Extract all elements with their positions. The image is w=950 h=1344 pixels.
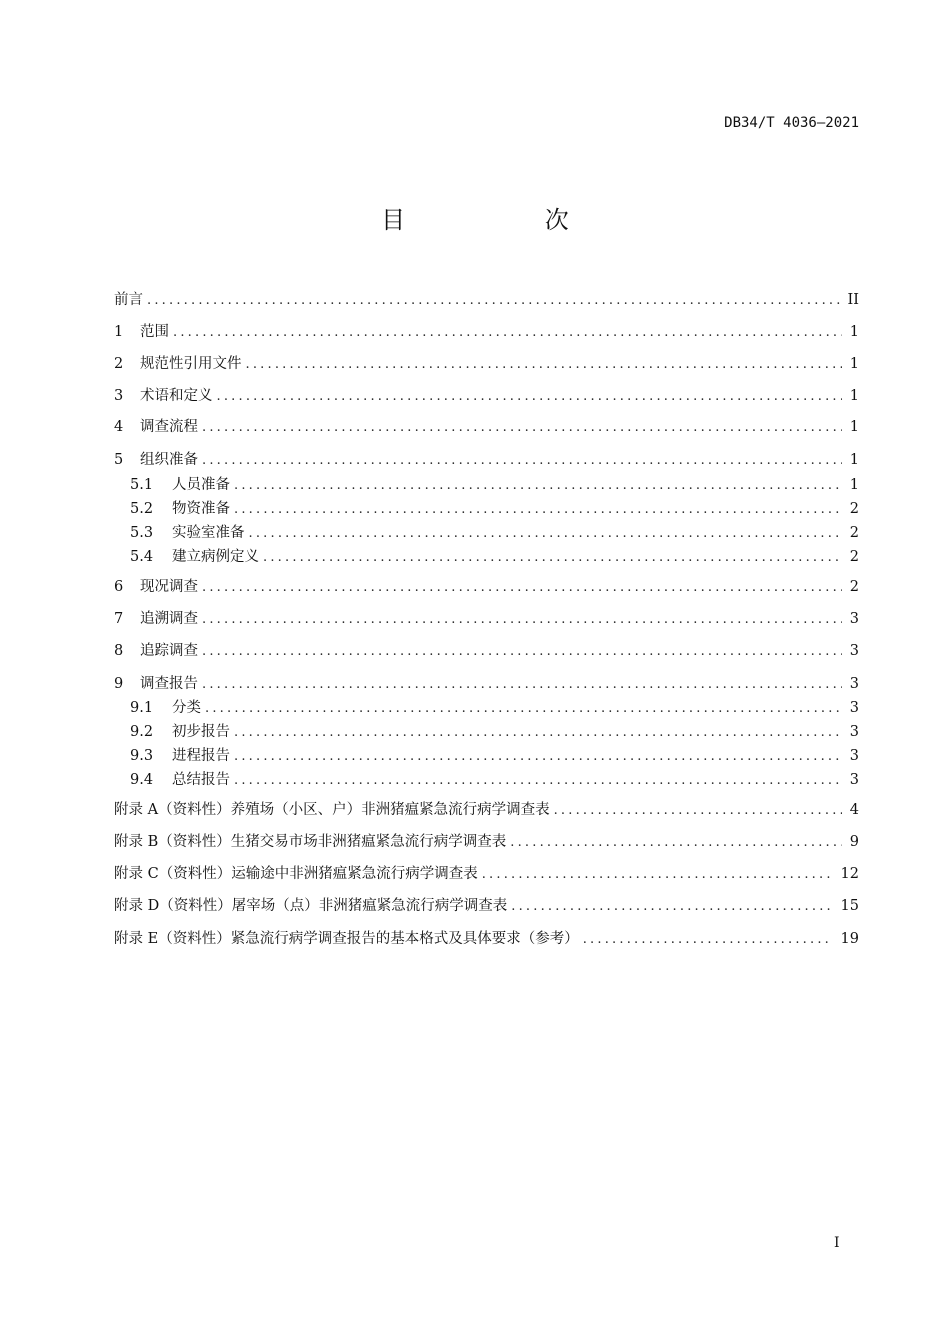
- toc-entry-foreword[interactable]: [114, 290, 859, 310]
- toc-label: 实验室准备: [172, 525, 245, 541]
- leader-dots: [202, 642, 842, 662]
- toc-number: 1: [114, 324, 124, 340]
- leader-dots: [482, 865, 833, 885]
- toc-label: 初步报告: [172, 724, 230, 740]
- toc-entry-appendix-e[interactable]: [114, 929, 859, 949]
- toc-page: 3: [849, 676, 859, 692]
- toc-entry-5-1[interactable]: [130, 475, 859, 495]
- toc-page: 1: [849, 356, 859, 372]
- leader-dots: [234, 771, 842, 791]
- toc-label: 调查流程: [140, 419, 198, 435]
- leader-dots: [234, 500, 842, 520]
- toc-entry-5-2[interactable]: [130, 499, 859, 519]
- appendix-tag: 附录 D（资料性）: [114, 898, 232, 914]
- leader-dots: [202, 418, 842, 438]
- toc-number: 5.1: [130, 477, 154, 493]
- page-folio: I: [834, 1235, 840, 1251]
- toc-entry-9-1[interactable]: [130, 698, 859, 718]
- toc-page: 2: [849, 549, 859, 565]
- toc-number: 9.2: [130, 724, 154, 740]
- toc-page: 3: [849, 643, 859, 659]
- toc-number: 5.2: [130, 501, 154, 517]
- leader-dots: [246, 355, 842, 375]
- toc-entry-9-3[interactable]: [130, 746, 859, 766]
- toc-number: 5.3: [130, 525, 154, 541]
- toc-page: 9: [849, 834, 859, 850]
- document-code: DB34/T 4036—2021: [724, 115, 859, 131]
- toc-entry-3[interactable]: [114, 386, 859, 406]
- toc-entry-1[interactable]: [114, 322, 859, 342]
- toc-page: 1: [849, 452, 859, 468]
- toc-number: 6: [114, 579, 124, 595]
- toc-label: 追溯调查: [140, 611, 198, 627]
- toc-number: 3: [114, 388, 124, 404]
- toc-page: 12: [840, 866, 859, 882]
- toc-page: 2: [849, 525, 859, 541]
- toc-page: 4: [849, 802, 859, 818]
- toc-page: 1: [849, 477, 859, 493]
- toc-label: 进程报告: [172, 748, 230, 764]
- leader-dots: [202, 610, 842, 630]
- toc-page: 1: [849, 388, 859, 404]
- toc-entry-5-3[interactable]: [130, 523, 859, 543]
- toc-label: 术语和定义: [140, 388, 213, 404]
- toc-label: 屠宰场（点）非洲猪瘟紧急流行病学调查表: [231, 898, 508, 914]
- toc-page: 2: [849, 579, 859, 595]
- toc-label: 人员准备: [172, 477, 230, 493]
- toc-label: 运输途中非洲猪瘟紧急流行病学调查表: [231, 866, 478, 882]
- leader-dots: [234, 723, 842, 743]
- leader-dots: [511, 897, 832, 917]
- toc-entry-7[interactable]: [114, 609, 859, 629]
- leader-dots: [234, 476, 842, 496]
- toc-label: 追踪调查: [140, 643, 198, 659]
- toc-entry-6[interactable]: [114, 577, 859, 597]
- appendix-tag: 附录 E（资料性）: [114, 931, 231, 947]
- toc-label: 紧急流行病学调查报告的基本格式及具体要求（参考）: [230, 931, 579, 947]
- toc-label: 范围: [140, 324, 169, 340]
- toc-label: 规范性引用文件: [140, 356, 242, 372]
- toc-number: 9.4: [130, 772, 154, 788]
- toc-number: 5.4: [130, 549, 154, 565]
- toc-number: 9.1: [130, 700, 154, 716]
- leader-dots: [202, 675, 842, 695]
- toc-number: 5: [114, 452, 124, 468]
- toc-entry-4[interactable]: [114, 417, 859, 437]
- toc-label: 养殖场（小区、户）非洲猪瘟紧急流行病学调查表: [230, 802, 550, 818]
- toc-number: 8: [114, 643, 124, 659]
- toc-label: 总结报告: [172, 772, 230, 788]
- toc-entry-9-2[interactable]: [130, 722, 859, 742]
- toc-page: 2: [849, 501, 859, 517]
- leader-dots: [205, 699, 842, 719]
- toc-page: 3: [849, 772, 859, 788]
- leader-dots: [202, 578, 842, 598]
- leader-dots: [217, 387, 842, 407]
- toc-number: 7: [114, 611, 124, 627]
- toc-label: 组织准备: [140, 452, 198, 468]
- toc-entry-8[interactable]: [114, 641, 859, 661]
- leader-dots: [249, 524, 842, 544]
- toc-entry-appendix-b[interactable]: [114, 832, 859, 852]
- leader-dots: [147, 291, 840, 311]
- leader-dots: [202, 451, 842, 471]
- toc-number: 2: [114, 356, 124, 372]
- toc-entry-appendix-d[interactable]: [114, 896, 859, 916]
- toc-label: 分类: [172, 700, 201, 716]
- toc-entry-5-4[interactable]: [130, 547, 859, 567]
- toc-number: 9: [114, 676, 124, 692]
- leader-dots: [173, 323, 842, 343]
- leader-dots: [234, 747, 842, 767]
- leader-dots: [583, 930, 833, 950]
- toc-entry-appendix-c[interactable]: [114, 864, 859, 884]
- toc-number: 4: [114, 419, 124, 435]
- toc-label: 建立病例定义: [172, 549, 259, 565]
- toc-page: 1: [849, 419, 859, 435]
- toc-page: 3: [849, 724, 859, 740]
- page-title: 目 次: [381, 206, 635, 234]
- appendix-tag: 附录 C（资料性）: [114, 866, 232, 882]
- appendix-tag: 附录 A（资料性）: [114, 802, 231, 818]
- toc-page: II: [847, 292, 859, 308]
- toc-label: 生猪交易市场非洲猪瘟紧急流行病学调查表: [230, 834, 507, 850]
- toc-entry-9-4[interactable]: [130, 770, 859, 790]
- toc-label: 调查报告: [140, 676, 198, 692]
- toc-entry-9[interactable]: [114, 674, 859, 694]
- toc-entry-2[interactable]: [114, 354, 859, 374]
- toc-label: 物资准备: [172, 501, 230, 517]
- toc-label: 现况调查: [140, 579, 198, 595]
- toc-page: 19: [840, 931, 859, 947]
- toc-entry-appendix-a[interactable]: [114, 800, 859, 820]
- toc-label: 前言: [114, 292, 143, 308]
- leader-dots: [263, 548, 842, 568]
- toc-page: 1: [849, 324, 859, 340]
- leader-dots: [510, 833, 842, 853]
- toc-page: 15: [840, 898, 859, 914]
- leader-dots: [554, 801, 842, 821]
- toc-number: 9.3: [130, 748, 154, 764]
- toc-entry-5[interactable]: [114, 450, 859, 470]
- toc-page: 3: [849, 611, 859, 627]
- toc-page: 3: [849, 748, 859, 764]
- appendix-tag: 附录 B（资料性）: [114, 834, 231, 850]
- toc-page: 3: [849, 700, 859, 716]
